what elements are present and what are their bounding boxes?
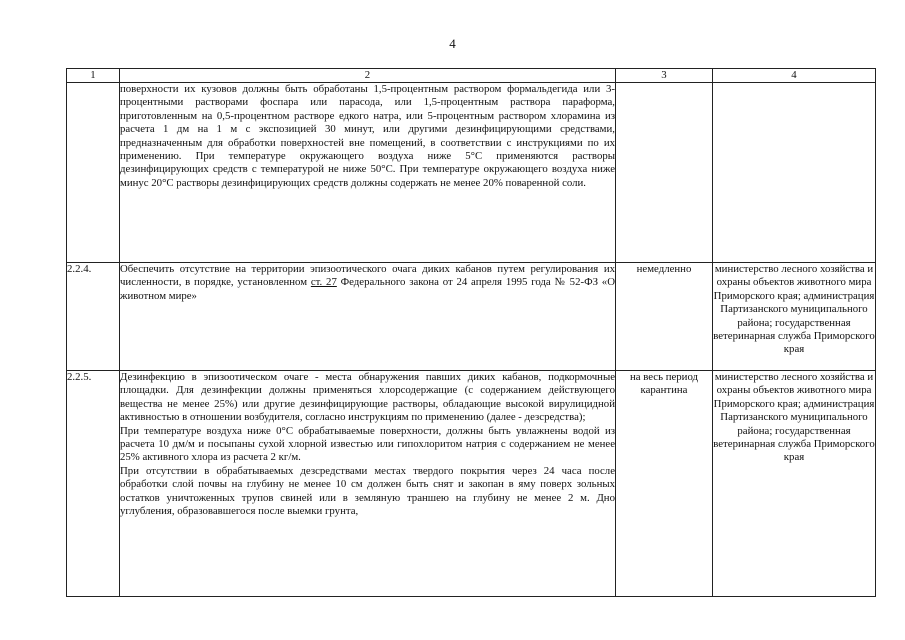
table-row [67,263,876,371]
page-number: 4 [449,36,456,51]
row-responsible: министерство лесного хозяйства и охраны объектов животного мира Приморского края; администрация Партизанского муниципального района; государственная ветеринарная служба Приморского края [713,371,876,597]
row-term: на весь период карантина [616,371,713,597]
row-number: 2.2.4. [67,263,120,371]
row-responsible [713,83,876,263]
header-col-1: 1 [67,69,120,83]
header-col-4: 4 [713,69,876,83]
row-term: немедленно [616,263,713,371]
measures-table [66,68,876,597]
row-text-part: Обеспечить отсутствие на территории эпизоотического очага диких кабанов путем регулирования их численности, в порядке, установленном [120,263,615,289]
row-text [120,263,616,371]
row-paragraph: При температуре воздуха ниже 0°С обрабатываемые поверхности, должны быть увлажнены водой из расчета 10 дм/м и посыпаны сухой хлорной известью или гипохлоритом натрия с содержанием не менее 25% активного хлора из расчета 2 кг/м. [120,424,615,464]
row-text [120,371,616,597]
row-number: 2.2.5. [67,371,120,597]
row-paragraph: При отсутствии в обрабатываемых дезсредствами местах твердого покрытия через 24 часа после обработки слой почвы на глубину не менее 10 см должен быть снят и закопан в яму поверх зольных остатков уничтоженных трупов свиней или в земляную траншею на глубину не менее 2 м. Дно углубления, образовавшегося после выемки грунта, [120,464,615,518]
header-col-2: 2 [120,69,616,83]
row-term [616,83,713,263]
row-text [120,83,616,263]
law-article-link[interactable]: ст. 27 [310,276,337,289]
row-text-part: Федерального закона от 24 апреля 1995 года № 52-ФЗ «О животном мире» [120,276,615,302]
row-paragraph: Дезинфекцию в эпизоотическом очаге - места обнаружения павших диких кабанов, подкормочные площадки. Для дезинфекции должны применяться хлорсодержащие (с содержанием действующего вещества не менее 25%) или другие дезинфицирующие растворы, обладающие высокой вирулицидной активностью в отношении возбудителя, согласно инструкциям по применению (далее - дезсредства); [120,371,615,424]
table-row [67,83,876,263]
table-row [67,371,876,597]
row-paragraph: поверхности их кузовов должны быть обработаны 1,5-процентным раствором формальдегида или 3-процентными растворами фоспара или парасода, или 1,5-процентным раствора параформа, приготовленным на 0,5-процентном растворе едкого натра, или 5-процентным раствором хлорамина из расчета 1 дм на 1 м с экспозицией 30 минут, или другими дезинфицирующими средствами, предназначенным для обработки поверхностей вне помещений, в соответствии с инструкциями по их применению. При температуре окружающего воздуха ниже 5°С применяются растворы дезинфицирующих средств с температурой не ниже 50°С. При температуре окружающего воздуха ниже минус 20°С растворы дезинфицирующих средств должны содержать не менее 20% поваренной соли. [120,83,615,189]
row-responsible: министерство лесного хозяйства и охраны объектов животного мира Приморского края; администрация Партизанского муниципального района; государственная ветеринарная служба Приморского края [713,263,876,371]
header-col-3: 3 [616,69,713,83]
row-number [67,83,120,263]
table-header-row [67,69,876,83]
